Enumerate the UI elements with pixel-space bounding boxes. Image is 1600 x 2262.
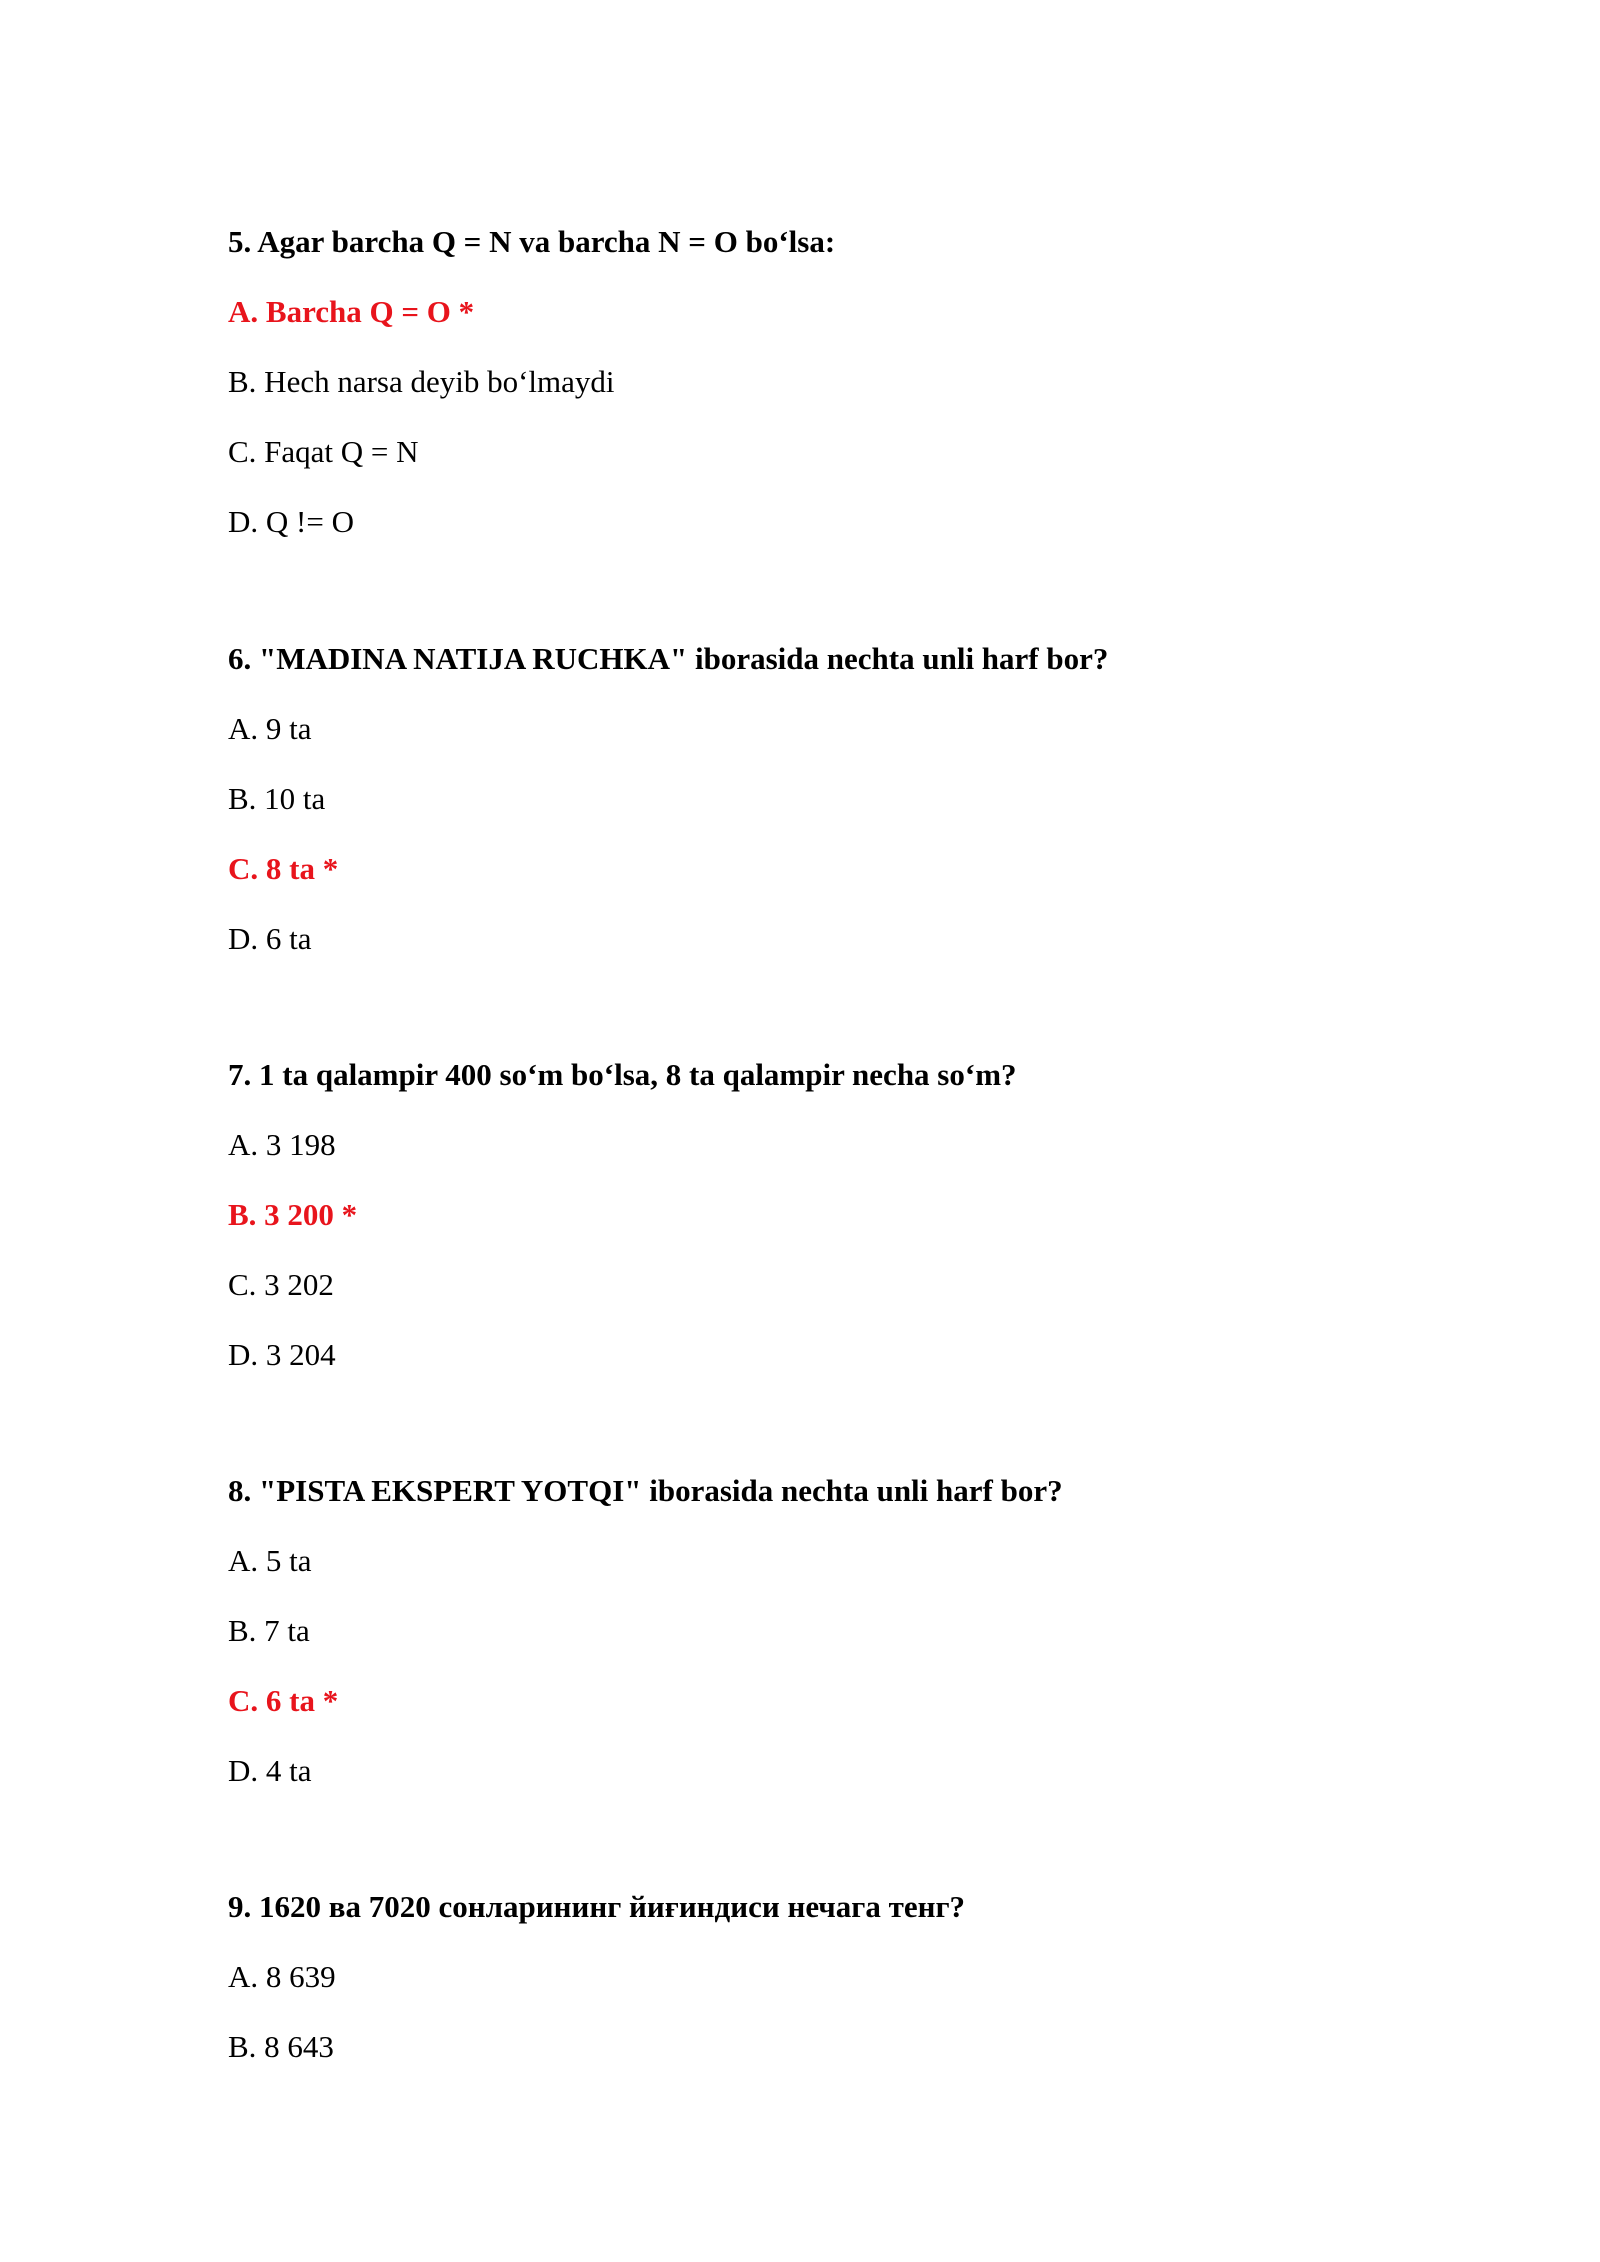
question-6 [228,640,1468,990]
answer-option-correct: C. 6 ta * [228,1683,339,1718]
question-7 [228,1056,1468,1406]
question-title: 9. 1620 ва 7020 сонларининг йиғиндиси нечага тенг? [228,1889,966,1924]
answer-option: A. 3 198 [228,1127,336,1162]
answer-option: D. Q != O [228,504,354,539]
question-title: 5. Agar barcha Q = N va barcha N = O bo‘lsa: [228,224,836,259]
answer-option: A. 8 639 [228,1959,336,1994]
answer-option-correct: B. 3 200 * [228,1197,358,1232]
answer-option: C. Faqat Q = N [228,434,419,469]
answer-option: B. 10 ta [228,781,326,816]
answer-option: D. 6 ta [228,921,312,956]
question-title: 8. "PISTA EKSPERT YOTQI" iborasida nechta unli harf bor? [228,1473,1063,1508]
answer-option: A. 5 ta [228,1543,312,1578]
answer-option: D. 3 204 [228,1337,336,1372]
answer-option: A. 9 ta [228,711,312,746]
answer-option: B. Hech narsa deyib bo‘lmaydi [228,364,615,399]
answer-option: B. 8 643 [228,2029,334,2064]
question-title: 7. 1 ta qalampir 400 so‘m bo‘lsa, 8 ta qalampir necha so‘m? [228,1057,1017,1092]
question-9 [228,1888,1468,2098]
answer-option-correct: A. Barcha Q = O * [228,294,475,329]
question-title: 6. "MADINA NATIJA RUCHKA" iborasida nechta unli harf bor? [228,641,1109,676]
question-8 [228,1472,1468,1822]
answer-option: D. 4 ta [228,1753,312,1788]
answer-option: B. 7 ta [228,1613,310,1648]
answer-option-correct: C. 8 ta * [228,851,339,886]
question-5 [228,223,1468,573]
answer-option: C. 3 202 [228,1267,334,1302]
